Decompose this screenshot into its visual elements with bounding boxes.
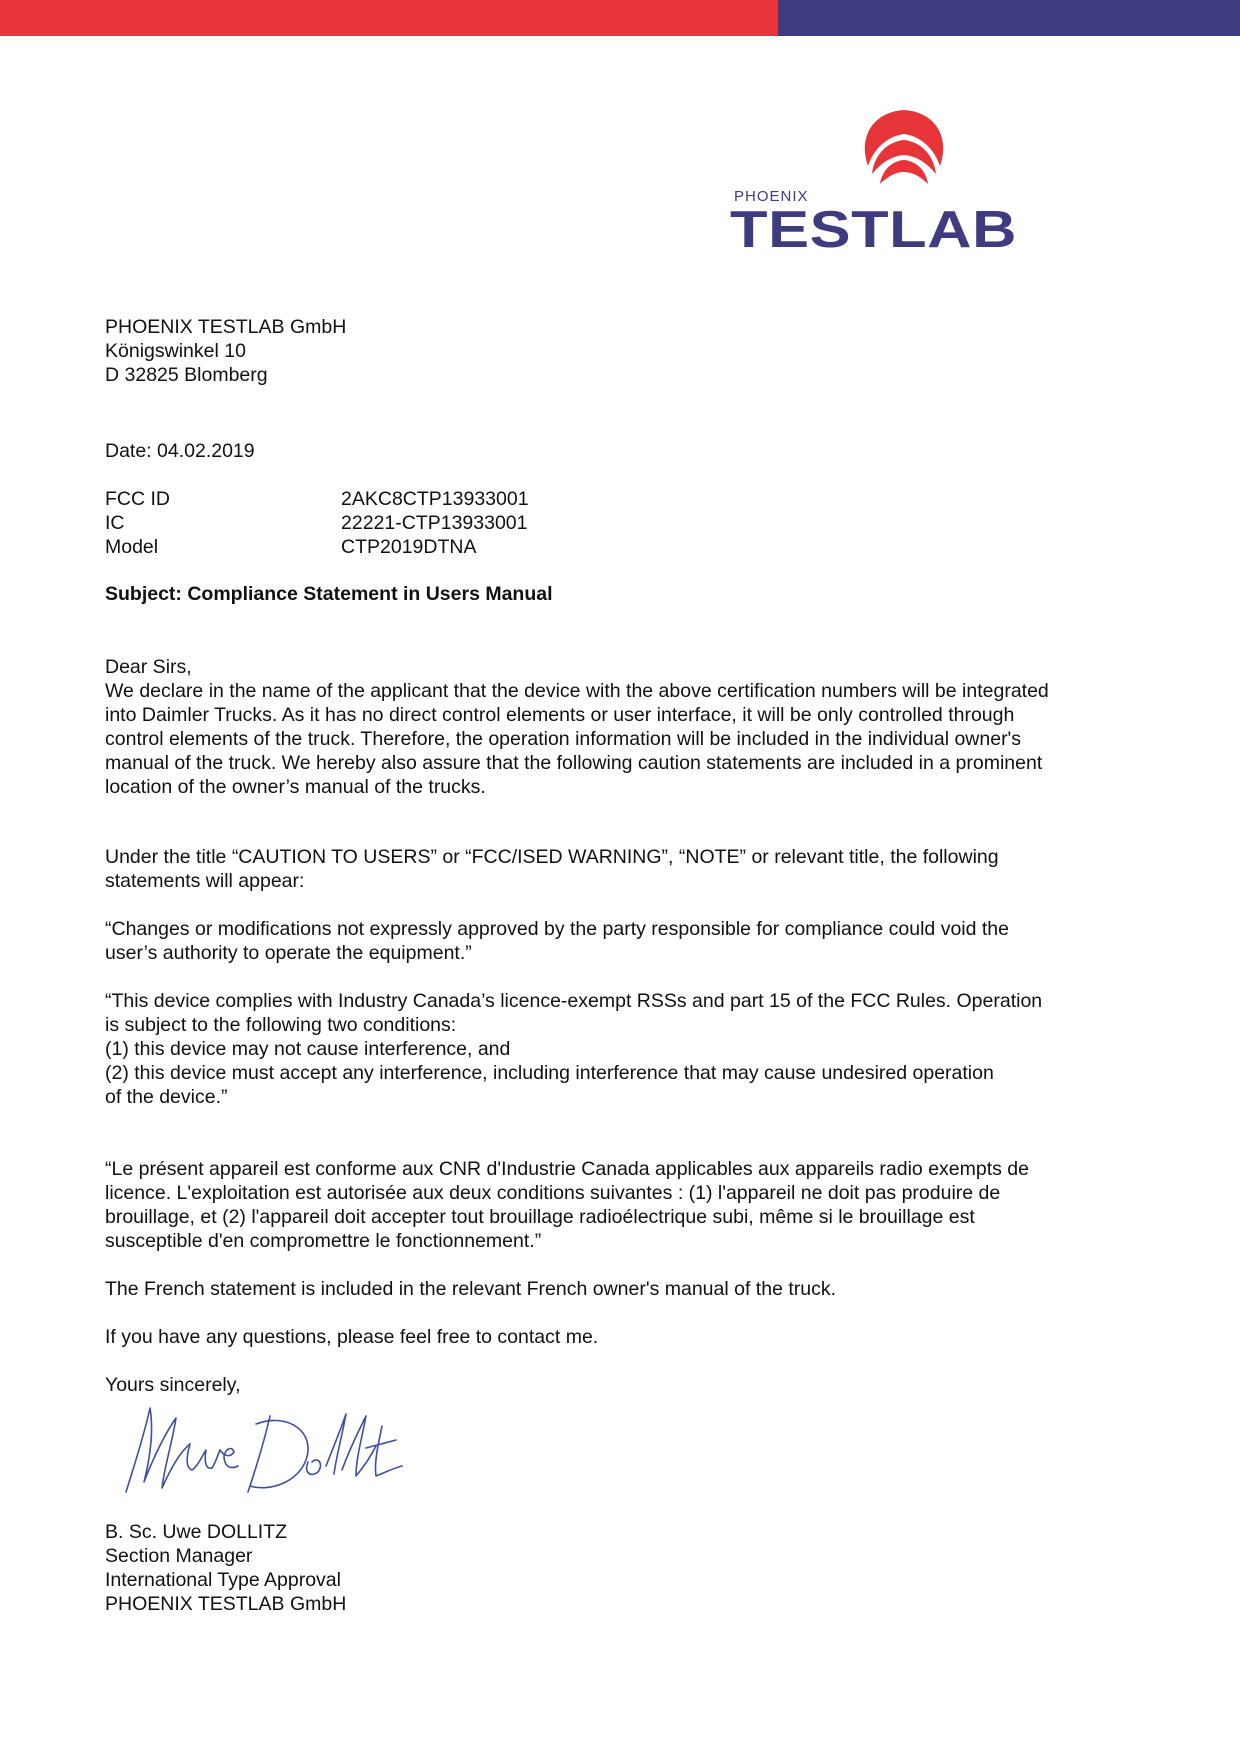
caution-title-line: Under the title “CAUTION TO USERS” or “FCC/ISED WARNING”, “NOTE” or relevant title, the following [105,846,999,868]
subject-text: Subject: Compliance Statement in Users Manual [105,583,553,605]
identifier-row-model [105,535,1115,559]
signature-stroke-we [187,1444,238,1470]
french-note [105,1277,1115,1301]
compliance-line: (1) this device may not cause interference, and [105,1038,511,1060]
compliance-line: “This device complies with Industry Canada’s licence-exempt RSSs and part 15 of the FCC Rules. Operation [105,990,1043,1012]
compliance-statement [105,989,1115,1109]
changes-line: “Changes or modifications not expressly approved by the party responsible for compliance could void the [105,918,1009,940]
french-statement [105,1157,1115,1253]
logo-small-text: PHOENIX [734,188,809,205]
signature-stroke-u [126,1408,190,1492]
identifier-value: CTP2019DTNA [341,536,477,558]
signatory-department: International Type Approval [105,1569,341,1591]
certification-identifiers [105,487,1115,559]
logo-wing-outer [865,110,943,166]
french-line: “Le présent appareil est conforme aux CNR d'Industrie Canada applicables aux appareils radio exempts de [105,1158,1029,1180]
french-note-text: The French statement is included in the relevant French owner's manual of the truck. [105,1278,837,1300]
logo-wing-base [880,160,928,184]
identifier-label: IC [105,512,125,534]
changes-statement [105,917,1115,965]
questions-text: If you have any questions, please feel free to contact me. [105,1326,599,1348]
identifier-label: Model [105,536,159,558]
french-line: licence. L'exploitation est autorisée aux deux conditions suivantes : (1) l'appareil ne doit pas produire de [105,1182,1001,1204]
salutation-and-intro [105,655,1115,799]
identifier-row-ic [105,511,1115,535]
subject-line [105,582,1115,606]
french-line: susceptible d'en compromettre le fonctionnement.” [105,1230,542,1252]
changes-line: user’s authority to operate the equipment.” [105,942,472,964]
identifier-row-fcc [105,487,1115,511]
header-bar-red [0,0,778,36]
sender-address-line: PHOENIX TESTLAB GmbH [105,316,347,338]
signature-stroke-ollitz [307,1414,402,1476]
french-line: brouillage, et (2) l'appareil doit accepter tout brouillage radioélectrique subi, même si le brouillage est [105,1206,975,1228]
closing-text: Yours sincerely, [105,1374,241,1396]
handwritten-signature [120,1396,410,1506]
intro-line: manual of the truck. We hereby also assure that the following caution statements are included in a prominent [105,752,1043,774]
signatory-company: PHOENIX TESTLAB GmbH [105,1593,347,1615]
signature-stroke-d [248,1416,308,1492]
caution-title-paragraph [105,845,1115,893]
phoenix-testlab-logo [730,108,1070,258]
intro-line: We declare in the name of the applicant that the device with the above certification numbers will be integrated [105,680,1049,702]
compliance-line: of the device.” [105,1086,228,1108]
identifier-label: FCC ID [105,488,170,510]
caution-title-line: statements will appear: [105,870,305,892]
sender-address [105,315,1115,387]
header-color-bar [0,0,1240,36]
signatory-position: Section Manager [105,1545,253,1567]
compliance-line: is subject to the following two conditions: [105,1014,457,1036]
identifier-value: 2AKC8CTP13933001 [341,488,529,510]
intro-line: into Daimler Trucks. As it has no direct control elements or user interface, it will be only controlled through [105,704,1015,726]
questions-paragraph [105,1325,1115,1349]
compliance-line: (2) this device must accept any interference, including interference that may cause undesired operation [105,1062,994,1084]
sender-address-line: D 32825 Blomberg [105,364,268,386]
date-text: Date: 04.02.2019 [105,440,255,462]
logo-big-text: TESTLAB [730,201,1018,259]
closing [105,1373,1115,1397]
sender-address-line: Königswinkel 10 [105,340,246,362]
header-bar-blue [778,0,1240,36]
intro-line: location of the owner’s manual of the trucks. [105,776,486,798]
identifier-value: 22221-CTP13933001 [341,512,528,534]
intro-line: control elements of the truck. Therefore, the operation information will be included in the individual owner's [105,728,1022,750]
phoenix-wing-icon [854,108,954,192]
signatory-block [105,1520,1115,1616]
signatory-name: B. Sc. Uwe DOLLITZ [105,1521,288,1543]
salutation: Dear Sirs, [105,656,192,678]
letter-date [105,439,1115,463]
